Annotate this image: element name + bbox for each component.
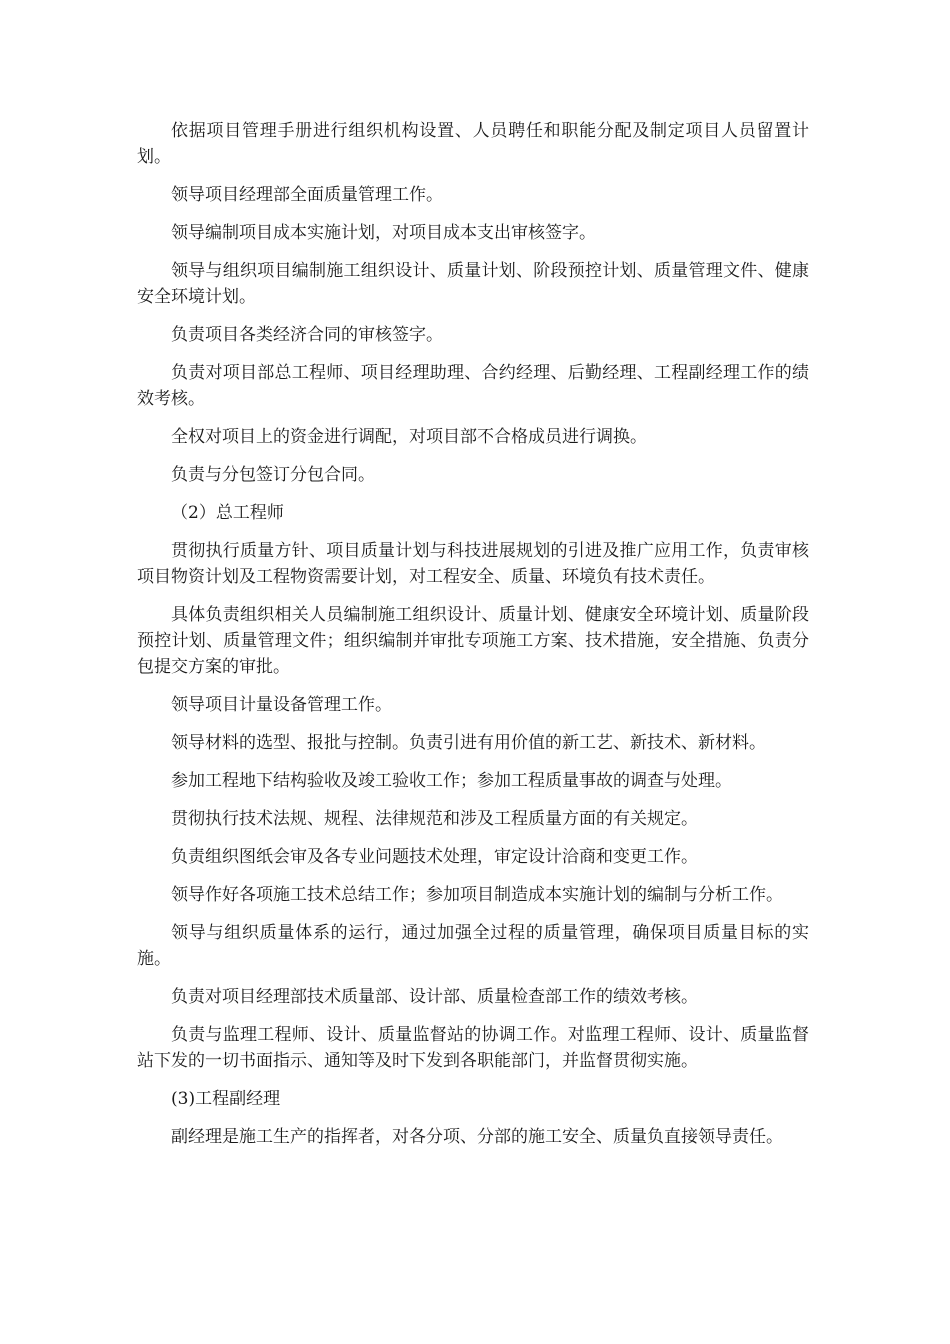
paragraph: 负责组织图纸会审及各专业问题技术处理，审定设计洽商和变更工作。 xyxy=(171,847,698,867)
paragraph: 领导材料的选型、报批与控制。负责引进有用价值的新工艺、新技术、新材料。 xyxy=(171,733,766,753)
paragraph: 负责对项目部总工程师、项目经理助理、合约经理、后勤经理、工程副经理工作的绩效考核。 xyxy=(137,363,809,409)
paragraph: 负责与监理工程师、设计、质量监督站的协调工作。对监理工程师、设计、质量监督站下发的一切书面指示、通知等及时下发到各职能部门，并监督贯彻实施。 xyxy=(137,1025,809,1071)
paragraph: 领导项目经理部全面质量管理工作。 xyxy=(171,185,443,205)
paragraph: 领导项目计量设备管理工作。 xyxy=(171,695,392,715)
section-heading-deputy-manager: (3)工程副经理 xyxy=(171,1089,281,1109)
paragraph: 领导与组织项目编制施工组织设计、质量计划、阶段预控计划、质量管理文件、健康安全环境计划。 xyxy=(137,261,809,307)
paragraph: 负责与分包签订分包合同。 xyxy=(171,465,375,485)
paragraph: 负责项目各类经济合同的审核签字。 xyxy=(171,325,443,345)
section-heading-chief-engineer: （2）总工程师 xyxy=(171,503,284,523)
paragraph: 贯彻执行质量方针、项目质量计划与科技进展规划的引进及推广应用工作，负责审核项目物资计划及工程物资需要计划，对工程安全、质量、环境负有技术责任。 xyxy=(137,541,809,587)
paragraph: 副经理是施工生产的指挥者，对各分项、分部的施工安全、质量负直接领导责任。 xyxy=(171,1127,783,1147)
paragraph: 贯彻执行技术法规、规程、法律规范和涉及工程质量方面的有关规定。 xyxy=(171,809,698,829)
paragraph: 领导编制项目成本实施计划，对项目成本支出审核签字。 xyxy=(171,223,596,243)
document-body xyxy=(137,118,809,1162)
paragraph: 具体负责组织相关人员编制施工组织设计、质量计划、健康安全环境计划、质量阶段预控计划、质量管理文件；组织编制并审批专项施工方案、技术措施，安全措施、负责分包提交方案的审批。 xyxy=(137,605,809,677)
paragraph: 全权对项目上的资金进行调配，对项目部不合格成员进行调换。 xyxy=(171,427,647,447)
paragraph: 领导作好各项施工技术总结工作；参加项目制造成本实施计划的编制与分析工作。 xyxy=(171,885,783,905)
paragraph: 负责对项目经理部技术质量部、设计部、质量检查部工作的绩效考核。 xyxy=(171,987,698,1007)
paragraph: 领导与组织质量体系的运行，通过加强全过程的质量管理，确保项目质量目标的实施。 xyxy=(137,923,809,969)
paragraph: 依据项目管理手册进行组织机构设置、人员聘任和职能分配及制定项目人员留置计划。 xyxy=(137,121,809,167)
paragraph: 参加工程地下结构验收及竣工验收工作；参加工程质量事故的调查与处理。 xyxy=(171,771,732,791)
